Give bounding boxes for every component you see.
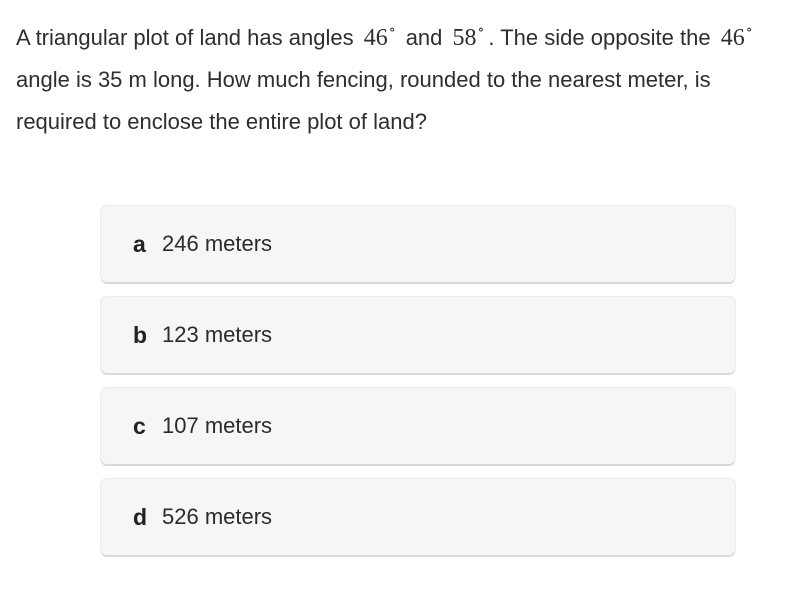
choice-letter: c <box>133 412 146 439</box>
choice-text: 526 meters <box>162 504 273 529</box>
degree-symbol: ∘ <box>745 23 753 38</box>
choice-text: 246 meters <box>162 231 273 256</box>
choice-a-button[interactable] <box>101 206 735 282</box>
question-part-1: A triangular plot of land has angles <box>16 25 354 50</box>
question-part-3: . The side opposite the <box>488 25 711 50</box>
choice-text: 107 meters <box>162 413 273 438</box>
angle-58: 58∘ <box>452 23 485 51</box>
choice-letter: a <box>133 230 146 257</box>
degree-symbol: ∘ <box>477 23 485 38</box>
question-text <box>16 12 792 143</box>
angle-46-first: 46∘ <box>363 23 396 51</box>
degree-symbol: ∘ <box>388 23 396 38</box>
answer-choices <box>101 206 735 570</box>
choice-c-button[interactable] <box>101 388 735 464</box>
question-part-2: and <box>405 25 443 50</box>
angle-46-second: 46∘ <box>720 23 753 51</box>
choice-letter: d <box>133 503 148 530</box>
choice-d-button[interactable] <box>101 479 735 555</box>
question-part-4: angle is 35 m long. How much fencing, rounded to the nearest meter, is required to enclose the entire plot of land? <box>16 67 711 134</box>
choice-b-button[interactable] <box>101 297 735 373</box>
choice-letter: b <box>133 321 148 348</box>
choice-text: 123 meters <box>162 322 273 347</box>
